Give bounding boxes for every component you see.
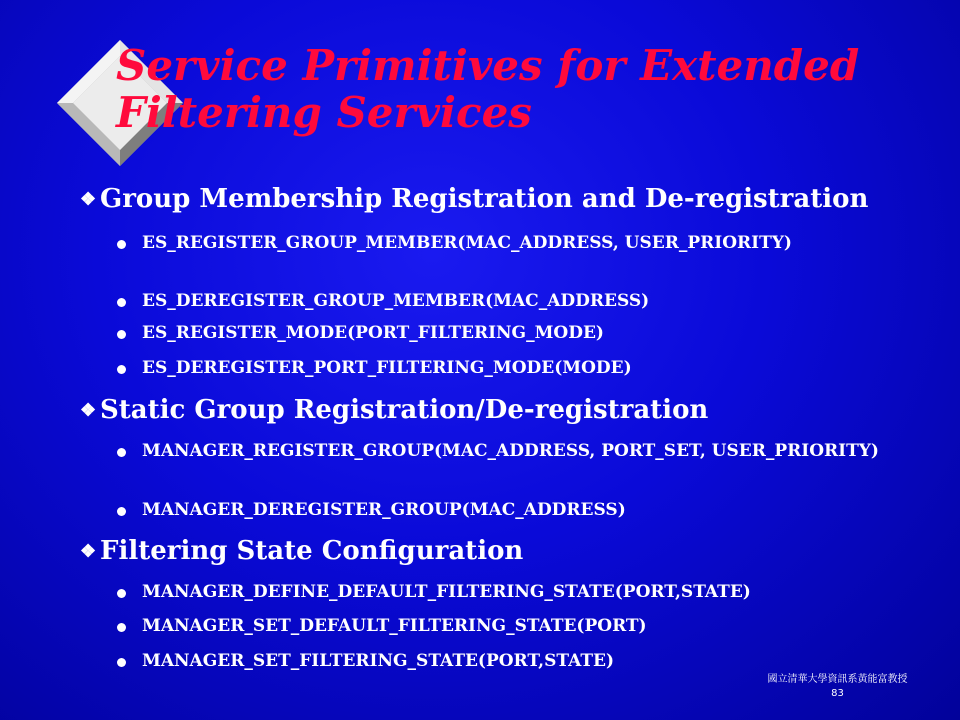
dot-bullet-icon <box>117 589 126 598</box>
list-item: MANAGER_SET_FILTERING_STATE(PORT,STATE) <box>117 650 907 673</box>
dot-bullet-icon <box>117 365 126 374</box>
list-item: MANAGER_SET_DEFAULT_FILTERING_STATE(PORT) <box>117 615 907 638</box>
dot-bullet-icon <box>117 330 126 339</box>
list-item: MANAGER_DEFINE_DEFAULT_FILTERING_STATE(PORT,STATE) <box>117 581 907 604</box>
section-heading: ❖ Static Group Registration/De-registration <box>80 395 709 425</box>
page-number: 83 <box>831 688 844 699</box>
dot-bullet-icon <box>117 623 126 632</box>
diamond-bullet-icon: ❖ <box>80 189 97 210</box>
list-item: ES_DEREGISTER_GROUP_MEMBER(MAC_ADDRESS) <box>117 290 907 313</box>
slide-title <box>116 42 936 136</box>
diamond-bullet-icon: ❖ <box>80 541 97 562</box>
list-item: MANAGER_REGISTER_GROUP(MAC_ADDRESS, PORT_SET, USER_PRIORITY) <box>117 440 907 463</box>
diamond-bullet-icon: ❖ <box>80 400 97 421</box>
section-heading: ❖ Group Membership Registration and De-registration <box>80 184 869 214</box>
section-heading: ❖ Filtering State Configuration <box>80 536 524 566</box>
list-item: ES_DEREGISTER_PORT_FILTERING_MODE(MODE) <box>117 357 907 380</box>
slide-footer <box>745 673 930 701</box>
dot-bullet-icon <box>117 507 126 516</box>
dot-bullet-icon <box>117 240 126 249</box>
list-item: ES_REGISTER_MODE(PORT_FILTERING_MODE) <box>117 322 907 345</box>
dot-bullet-icon <box>117 448 126 457</box>
list-item: ES_REGISTER_GROUP_MEMBER(MAC_ADDRESS, USER_PRIORITY) <box>117 232 907 255</box>
dot-bullet-icon <box>117 658 126 667</box>
title-line-1: Service Primitives for Extended <box>116 41 860 90</box>
dot-bullet-icon <box>117 298 126 307</box>
title-line-2: Filtering Services <box>116 88 532 137</box>
list-item: MANAGER_DEREGISTER_GROUP(MAC_ADDRESS) <box>117 499 907 522</box>
footer-institution: 國立清華大學資訊系黃能富教授 <box>767 674 908 685</box>
